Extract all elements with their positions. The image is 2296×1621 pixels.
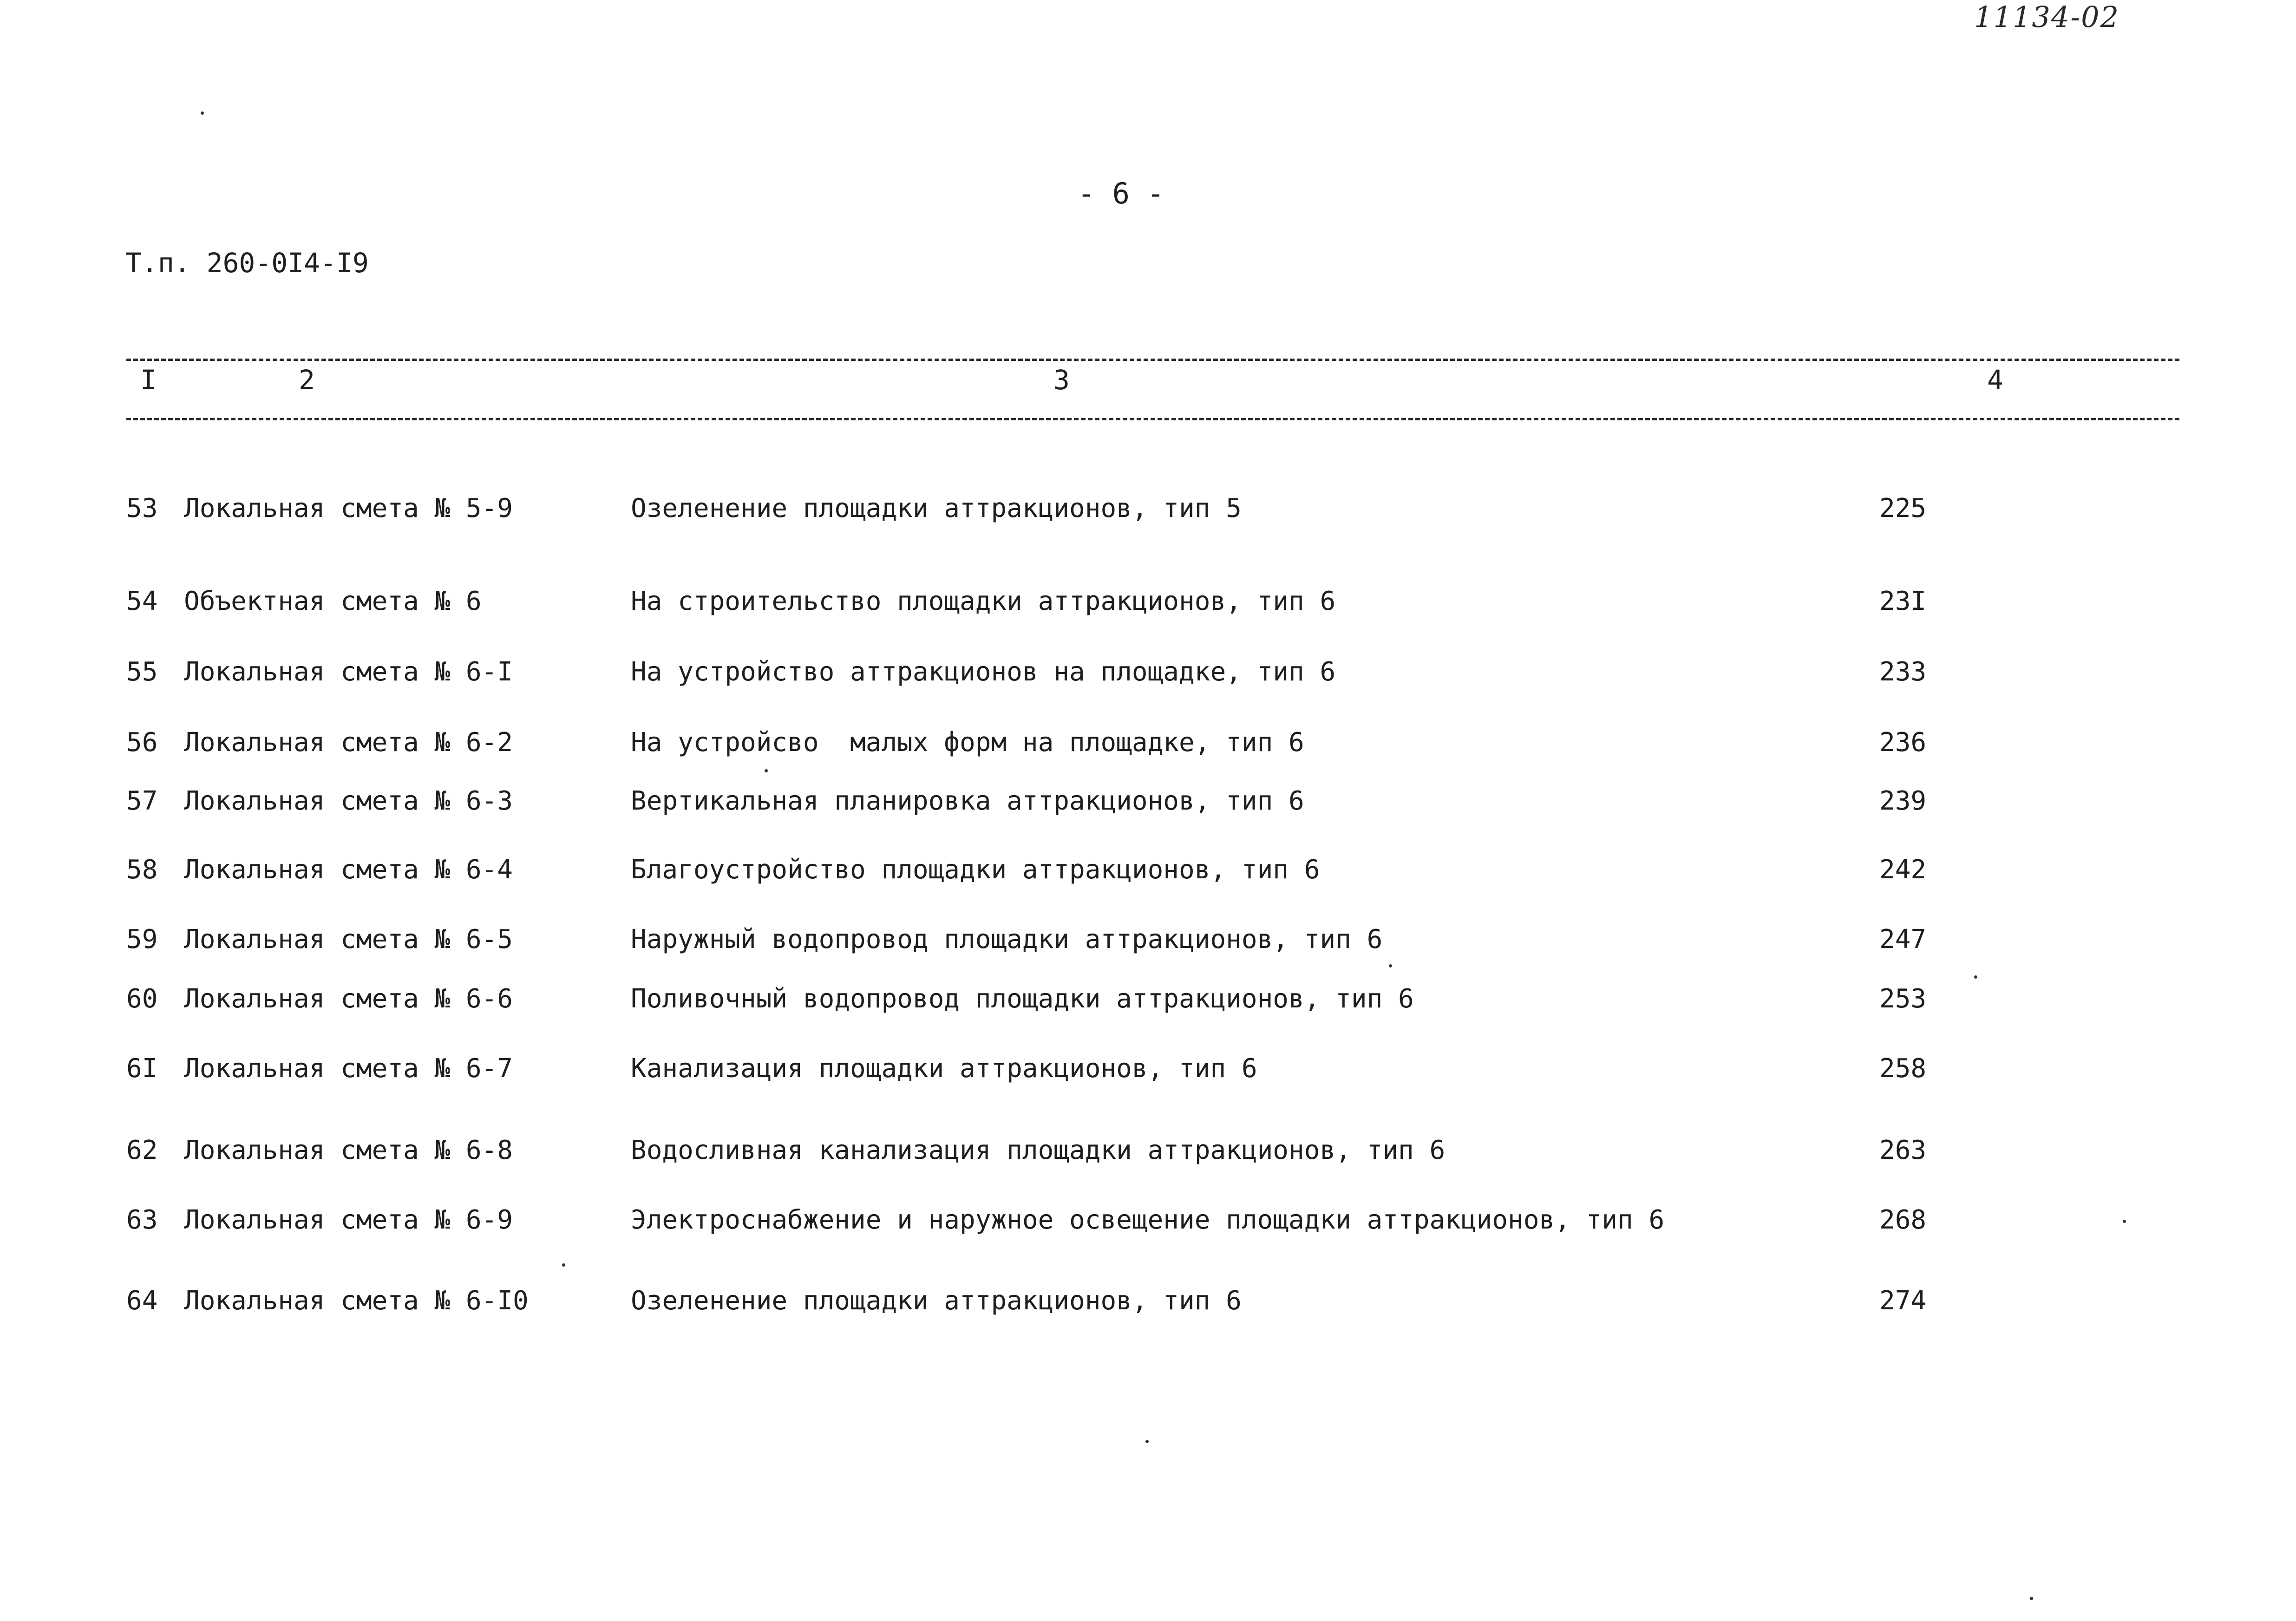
page-reference: 258 <box>1879 1053 1927 1084</box>
scan-speck <box>765 769 768 772</box>
estimate-description: Электроснабжение и наружное освещение площадки аттракционов, тип 6 <box>631 1205 1665 1235</box>
row-number: 64 <box>126 1286 158 1316</box>
estimate-name: Локальная смета № 6-2 <box>184 727 513 758</box>
column-header-4: 4 <box>1987 364 2003 396</box>
row-number: 60 <box>126 984 158 1014</box>
table-row <box>0 1205 2296 1242</box>
page-reference: 263 <box>1879 1135 1927 1165</box>
row-number: 57 <box>126 786 158 816</box>
estimate-description: На строительство площадки аттракционов, тип 6 <box>631 586 1336 616</box>
table-row <box>0 924 2296 961</box>
table-row <box>0 984 2296 1021</box>
page-number: - 6 - <box>1078 176 1164 210</box>
column-header-1: I <box>140 364 157 396</box>
table-row <box>0 1053 2296 1091</box>
estimate-description: Озеленение площадки аттракционов, тип 5 <box>631 493 1242 523</box>
row-number: 6I <box>126 1053 158 1084</box>
row-number: 58 <box>126 855 158 885</box>
table-row <box>0 657 2296 694</box>
document-code: Т.п. 260-0I4-I9 <box>125 247 369 279</box>
table-row <box>0 493 2296 530</box>
estimate-name: Локальная смета № 6-6 <box>184 984 513 1014</box>
estimate-name: Локальная смета № 6-4 <box>184 855 513 885</box>
table-top-rule <box>126 359 2179 361</box>
estimate-description: Озеленение площадки аттракционов, тип 6 <box>631 1286 1242 1316</box>
estimate-name: Локальная смета № 6-8 <box>184 1135 513 1165</box>
row-number: 63 <box>126 1205 158 1235</box>
estimate-name: Локальная смета № 6-9 <box>184 1205 513 1235</box>
estimate-description: Водосливная канализация площадки аттракционов, тип 6 <box>631 1135 1446 1165</box>
estimate-name: Локальная смета № 6-I0 <box>184 1286 529 1316</box>
estimate-description: Канализация площадки аттракционов, тип 6 <box>631 1053 1257 1084</box>
estimate-description: На устройство аттракционов на площадке, тип 6 <box>631 657 1336 687</box>
table-row <box>0 786 2296 823</box>
row-number: 56 <box>126 727 158 758</box>
estimate-name: Локальная смета № 6-I <box>184 657 513 687</box>
estimate-name: Локальная смета № 5-9 <box>184 493 513 523</box>
page-reference: 233 <box>1879 657 1927 687</box>
row-number: 54 <box>126 586 158 616</box>
page-reference: 236 <box>1879 727 1927 758</box>
page-reference: 225 <box>1879 493 1927 523</box>
page-reference: 253 <box>1879 984 1927 1014</box>
page-reference: 268 <box>1879 1205 1927 1235</box>
table-row <box>0 1286 2296 1323</box>
table-header-rule <box>126 418 2179 420</box>
estimate-description: На устройсво малых форм на площадке, тип 6 <box>631 727 1304 758</box>
scan-speck <box>201 111 204 115</box>
estimate-name: Локальная смета № 6-7 <box>184 1053 513 1084</box>
row-number: 59 <box>126 924 158 954</box>
estimate-description: Вертикальная планировка аттракционов, тип 6 <box>631 786 1304 816</box>
row-number: 53 <box>126 493 158 523</box>
column-header-2: 2 <box>299 364 315 396</box>
handwritten-archive-number: 11134-02 <box>1974 0 2120 34</box>
estimate-description: Наружный водопровод площадки аттракционов, тип 6 <box>631 924 1383 954</box>
table-row <box>0 1135 2296 1172</box>
column-header-3: 3 <box>1053 364 1070 396</box>
scan-speck <box>1145 1440 1149 1443</box>
estimate-name: Локальная смета № 6-5 <box>184 924 513 954</box>
scan-speck <box>562 1263 565 1267</box>
scan-speck <box>1389 964 1392 967</box>
estimate-description: Благоустройство площадки аттракционов, тип 6 <box>631 855 1320 885</box>
scan-speck <box>2123 1220 2126 1223</box>
scan-speck <box>1974 975 1977 979</box>
page-reference: 23I <box>1879 586 1927 616</box>
estimate-description: Поливочный водопровод площадки аттракционов, тип 6 <box>631 984 1414 1014</box>
scan-speck <box>2030 1597 2033 1600</box>
page-reference: 247 <box>1879 924 1927 954</box>
table-row <box>0 727 2296 765</box>
row-number: 62 <box>126 1135 158 1165</box>
row-number: 55 <box>126 657 158 687</box>
page-reference: 239 <box>1879 786 1927 816</box>
page-reference: 242 <box>1879 855 1927 885</box>
estimate-name: Локальная смета № 6-3 <box>184 786 513 816</box>
estimate-name: Объектная смета № 6 <box>184 586 482 616</box>
table-row <box>0 855 2296 892</box>
table-row <box>0 586 2296 623</box>
page-reference: 274 <box>1879 1286 1927 1316</box>
